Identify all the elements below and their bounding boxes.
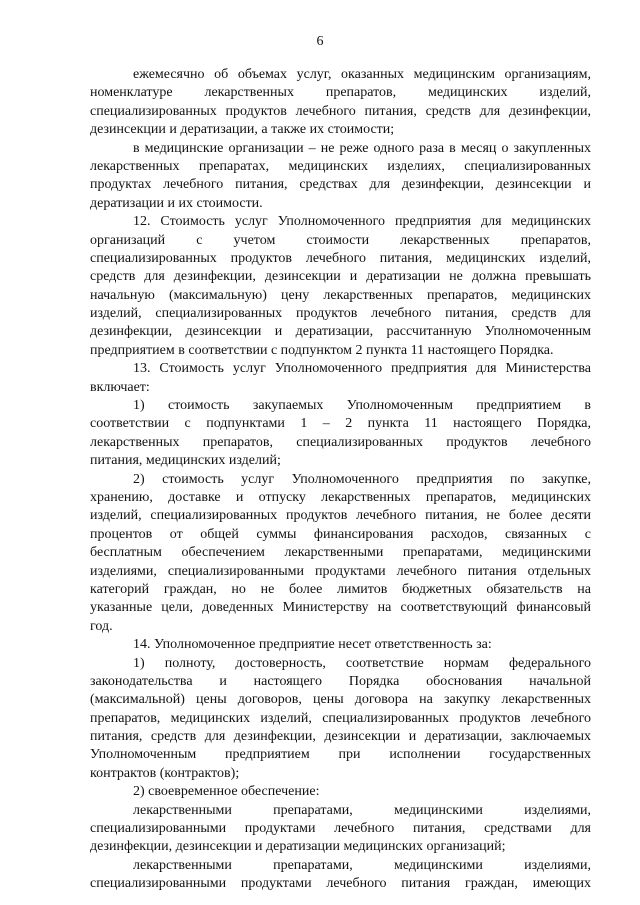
text-line: начальную (максимальную) цену лекарственных препаратов, медицинских bbox=[90, 287, 591, 303]
text-line: 2) своевременное обеспечение: bbox=[133, 784, 320, 800]
text-line: предприятием в соответствии с подпунктом 2 пункта 11 настоящего Порядка. bbox=[90, 342, 554, 358]
text-line: категорий граждан, но не более лимитов бюджетных обязательств на bbox=[90, 581, 591, 597]
text-line: лекарственных препаратов, специализированных продуктов лечебного bbox=[90, 434, 591, 450]
text-line: специализированными продуктами лечебного питания граждан, имеющих bbox=[90, 876, 591, 892]
text-line: 1) стоимость закупаемых Уполномоченным предприятием в bbox=[133, 398, 591, 414]
text-line: (максимальной) цены договоров, цены договора на закупку лекарственных bbox=[90, 692, 591, 708]
text-line: 13. Стоимость услуг Уполномоченного предприятия для Министерства bbox=[133, 361, 591, 377]
text-line: питания, средств для дезинфекции, дезинсекции и дератизации, заключаемых bbox=[90, 729, 591, 745]
text-line: 1) полноту, достоверность, соответствие нормам федерального bbox=[133, 655, 591, 671]
text-line: 2) стоимость услуг Уполномоченного предприятия по закупке, bbox=[133, 471, 591, 487]
page-number: 6 bbox=[316, 34, 324, 49]
text-line: организаций с учетом стоимости лекарственных препаратов, bbox=[90, 232, 591, 248]
text-line: соответствии с подпунктами 1 – 2 пункта 11 настоящего Порядка, bbox=[90, 416, 591, 432]
text-line: дезинсекции и дератизации, а также их стоимости; bbox=[90, 122, 395, 138]
text-line: бесплатным обеспечением лекарственными препаратами, медицинскими bbox=[90, 545, 591, 561]
text-line: лекарственными препаратами, медицинскими изделиями, bbox=[133, 802, 591, 818]
text-line: номенклатуре лекарственных препаратов, медицинских изделий, bbox=[90, 85, 591, 101]
text-line: 12. Стоимость услуг Уполномоченного предприятия для медицинских bbox=[133, 214, 591, 230]
text-line: лекарственных препаратах, медицинских изделиях, специализированных bbox=[90, 158, 591, 174]
text-line: законодательства и настоящего Порядка обоснования начальной bbox=[90, 673, 591, 689]
text-line: ежемесячно об объемах услуг, оказанных медицинским организациям, bbox=[133, 67, 591, 82]
text-line: продуктах лечебного питания, средствах для дезинфекции, дезинсекции и bbox=[90, 177, 591, 193]
text-line: изделий, специализированных продуктов лечебного питания, средств для bbox=[90, 306, 591, 322]
text-line: процентов от общей суммы финансирования расходов, связанных с bbox=[90, 526, 591, 542]
text-line: год. bbox=[90, 618, 113, 634]
text-line: лекарственными препаратами, медицинскими изделиями, bbox=[133, 857, 591, 873]
text-line: дезинфекции, дезинсекции и дератизации медицинских организаций; bbox=[90, 839, 506, 855]
text-line: дезинфекции, дезинсекции и дератизации, рассчитанную Уполномоченным bbox=[90, 324, 591, 340]
text-line: средств для дезинфекции, дезинсекции и дератизации не должна превышать bbox=[90, 269, 591, 285]
text-line: хранению, доставке и отпуску лекарственных препаратов, медицинских bbox=[90, 489, 591, 505]
text-line: препаратов, медицинских изделий, специализированных продуктов лечебного bbox=[90, 710, 591, 726]
text-line: указанные цели, доведенных Министерству на соответствующий финансовый bbox=[90, 600, 591, 616]
text-line: контрактов (контрактов); bbox=[90, 765, 240, 781]
text-line: 14. Уполномоченное предприятие несет ответственность за: bbox=[133, 637, 492, 653]
text-line: Уполномоченным предприятием при исполнении государственных bbox=[90, 747, 591, 763]
text-line: дератизации и их стоимости. bbox=[90, 195, 263, 211]
document-body bbox=[90, 66, 591, 894]
text-line: питания, медицинских изделий; bbox=[90, 453, 281, 469]
text-line: в медицинские организации – не реже одного раза в месяц о закупленных bbox=[133, 140, 591, 156]
text-line: изделий, специализированных продуктов лечебного питания, не более десяти bbox=[90, 508, 591, 524]
text-line: специализированных продуктов лечебного питания, средств для дезинфекции, bbox=[90, 103, 591, 119]
text-line: включает: bbox=[90, 379, 150, 395]
text-line: специализированных продуктов лечебного питания, медицинских изделий, bbox=[90, 250, 591, 266]
text-line: изделиями, специализированными продуктами лечебного питания отдельных bbox=[90, 563, 591, 579]
text-line: специализированными продуктами лечебного питания, средствами для bbox=[90, 821, 591, 837]
